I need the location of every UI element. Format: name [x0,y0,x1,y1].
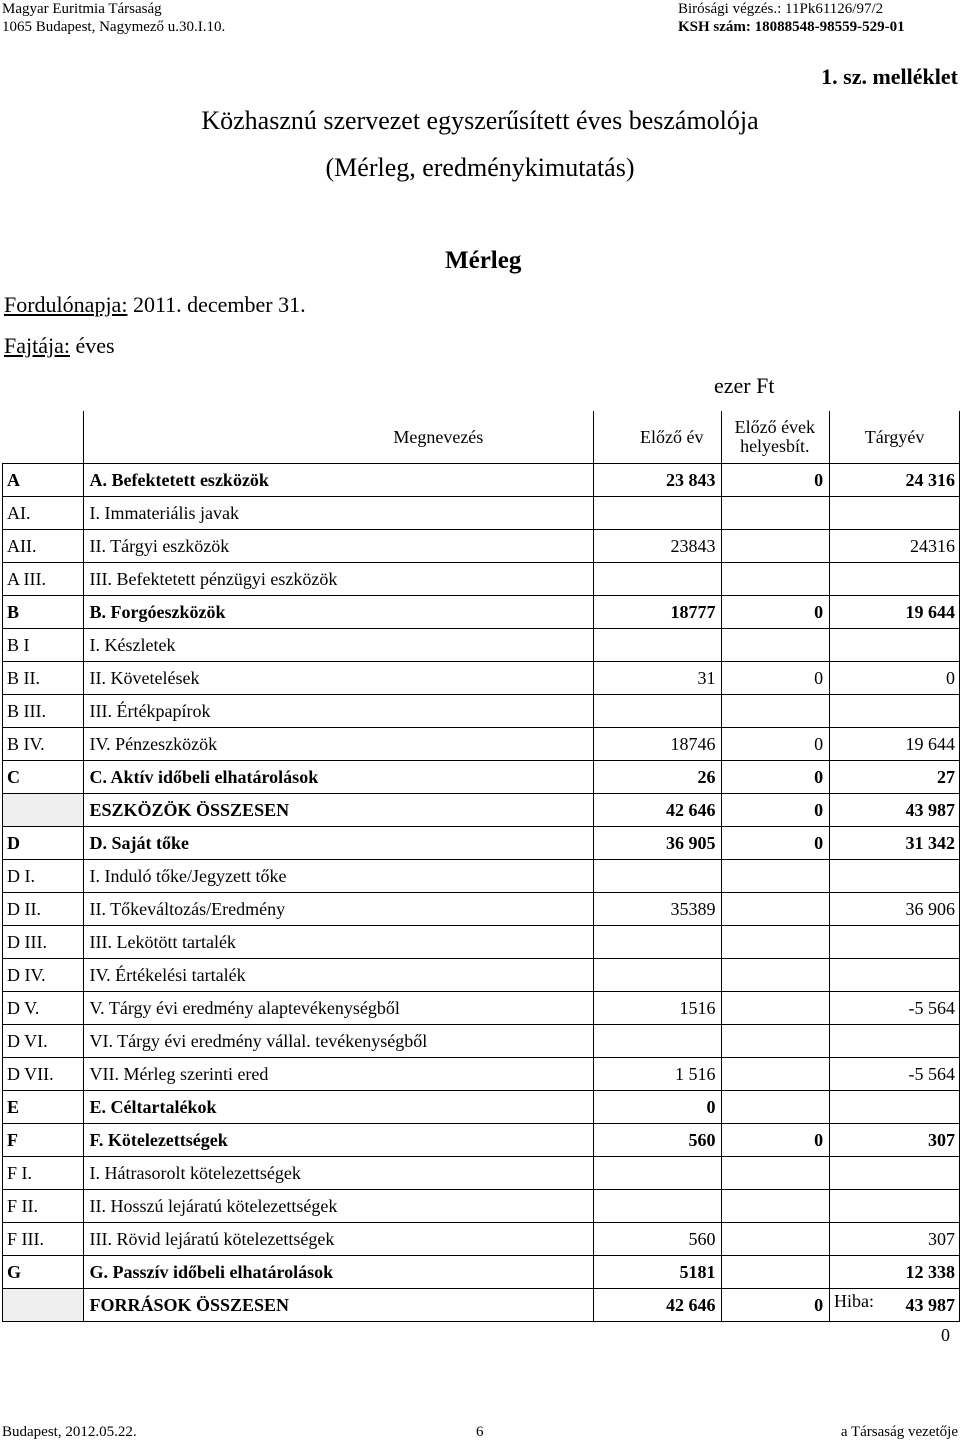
header-prev-year: Előző év [594,411,722,464]
row-code: B III. [3,695,84,728]
row-current-year: 307 [830,1223,960,1256]
row-prev-corrections: 0 [722,464,830,497]
row-prev-year: 42 646 [594,1289,722,1322]
row-prev-corrections [722,926,830,959]
row-code: B I [3,629,84,662]
row-name: III. Befektetett pénzügyi eszközök [83,563,594,596]
header-code [3,411,84,464]
row-prev-corrections: 0 [722,827,830,860]
row-code: B II. [3,662,84,695]
report-type-value: éves [75,333,115,358]
row-name: II. Tőkeváltozás/Eredmény [83,893,594,926]
row-prev-corrections: 0 [722,596,830,629]
row-prev-corrections [722,695,830,728]
reporting-date-label: Fordulónapja: [4,292,128,317]
row-prev-corrections: 0 [722,761,830,794]
annex-label: 1. sz. melléklet [821,64,958,89]
table-row [3,497,960,530]
row-name: I. Készletek [83,629,594,662]
row-name: IV. Pénzeszközök [83,728,594,761]
row-prev-corrections [722,992,830,1025]
row-current-year [830,695,960,728]
row-prev-corrections [722,893,830,926]
row-name: D. Saját tőke [83,827,594,860]
table-row [3,695,960,728]
row-current-year [830,926,960,959]
row-prev-year [594,1157,722,1190]
row-current-year: 27 [830,761,960,794]
row-prev-corrections [722,1190,830,1223]
reporting-date [4,292,306,318]
row-prev-corrections [722,530,830,563]
row-prev-corrections [722,860,830,893]
footer-place-date: Budapest, 2012.05.22. [2,1424,137,1440]
table-row [3,893,960,926]
unit-label: ezer Ft [714,373,775,398]
row-current-year [830,1190,960,1223]
table-row [3,794,960,827]
report-type-label: Fajtája: [4,333,70,358]
ksh-number: KSH szám: 18088548-98559-529-01 [678,19,905,35]
report-type [4,333,115,359]
row-current-year: -5 564 [830,1058,960,1091]
row-current-year [830,1157,960,1190]
row-name: C. Aktív időbeli elhatárolások [83,761,594,794]
row-code: F II. [3,1190,84,1223]
org-address: 1065 Budapest, Nagymező u.30.I.10. [2,19,226,35]
row-prev-corrections [722,1058,830,1091]
row-name: FORRÁSOK ÖSSZESEN [83,1289,594,1322]
table-row [3,662,960,695]
row-prev-year: 36 905 [594,827,722,860]
row-prev-corrections: 0 [722,728,830,761]
table-row [3,596,960,629]
row-name: IV. Értékelési tartalék [83,959,594,992]
row-name: III. Lekötött tartalék [83,926,594,959]
row-code: A [3,464,84,497]
table-row [3,728,960,761]
header-prev-corr-line2: helyesbít. [740,436,810,456]
row-prev-year [594,629,722,662]
balance-table [2,411,960,1322]
row-code: D [3,827,84,860]
row-prev-corrections [722,1223,830,1256]
row-code: B [3,596,84,629]
row-prev-year: 23843 [594,530,722,563]
table-row [3,530,960,563]
row-name: III. Rövid lejáratú kötelezettségek [83,1223,594,1256]
header-prev-corrections [722,411,830,464]
table-header-row [3,411,960,464]
row-current-year: 19 644 [830,728,960,761]
row-prev-year: 1 516 [594,1058,722,1091]
row-prev-corrections [722,1025,830,1058]
row-name: III. Értékpapírok [83,695,594,728]
row-current-year: 24316 [830,530,960,563]
header-current-year: Tárgyév [830,411,960,464]
court-order: Birósági végzés.: 11Pk61126/97/2 [678,1,884,17]
footer-page-number: 6 [476,1424,484,1440]
row-prev-year [594,1190,722,1223]
header-name: Megnevezés [83,411,594,464]
row-current-year [830,497,960,530]
report-title: Közhasznú szervezet egyszerűsített éves beszámolója [201,106,759,135]
row-prev-year [594,860,722,893]
row-prev-corrections [722,1157,830,1190]
row-prev-year [594,1025,722,1058]
row-current-year [830,1025,960,1058]
row-name: I. Induló tőke/Jegyzett tőke [83,860,594,893]
row-current-year: 31 342 [830,827,960,860]
row-prev-year [594,695,722,728]
row-name: II. Tárgyi eszközök [83,530,594,563]
row-name: VI. Tárgy évi eredmény vállal. tevékenységből [83,1025,594,1058]
row-prev-year [594,959,722,992]
row-code [3,794,84,827]
row-prev-corrections [722,629,830,662]
section-title: Mérleg [445,247,522,274]
row-prev-corrections [722,497,830,530]
row-current-year [830,959,960,992]
table-row [3,1058,960,1091]
row-prev-year: 23 843 [594,464,722,497]
row-code: F III. [3,1223,84,1256]
row-code: F [3,1124,84,1157]
row-current-year: 24 316 [830,464,960,497]
row-name: I. Immateriális javak [83,497,594,530]
row-current-year: 43 987 [830,1289,960,1322]
row-code: G [3,1256,84,1289]
row-prev-corrections [722,1256,830,1289]
row-current-year: 19 644 [830,596,960,629]
row-name: VII. Mérleg szerinti ered [83,1058,594,1091]
row-code: D VII. [3,1058,84,1091]
row-name: II. Hosszú lejáratú kötelezettségek [83,1190,594,1223]
row-code: D II. [3,893,84,926]
row-code: D VI. [3,1025,84,1058]
row-current-year: 36 906 [830,893,960,926]
row-prev-year: 1516 [594,992,722,1025]
row-prev-year: 0 [594,1091,722,1124]
row-current-year: 43 987 [830,794,960,827]
row-prev-corrections: 0 [722,1124,830,1157]
org-name: Magyar Euritmia Társaság [2,1,162,17]
row-name: E. Céltartalékok [83,1091,594,1124]
row-name: I. Hátrasorolt kötelezettségek [83,1157,594,1190]
row-code: C [3,761,84,794]
table-row [3,1190,960,1223]
row-code [3,1289,84,1322]
reporting-date-value: 2011. december 31. [132,292,306,317]
row-code: AI. [3,497,84,530]
row-prev-corrections [722,959,830,992]
row-name: A. Befektetett eszközök [83,464,594,497]
row-code: B IV. [3,728,84,761]
row-current-year [830,629,960,662]
row-name: F. Kötelezettségek [83,1124,594,1157]
row-code: D III. [3,926,84,959]
error-label: Hiba: [834,1291,874,1311]
row-current-year [830,1091,960,1124]
row-name: G. Passzív időbeli elhatárolások [83,1256,594,1289]
row-code: F I. [3,1157,84,1190]
row-prev-year: 31 [594,662,722,695]
table-row [3,563,960,596]
table-row [3,959,960,992]
report-subtitle: (Mérleg, eredménykimutatás) [325,153,635,182]
row-prev-year: 26 [594,761,722,794]
table-row [3,860,960,893]
row-name: B. Forgóeszközök [83,596,594,629]
table-row [3,1124,960,1157]
table-row [3,992,960,1025]
row-prev-corrections: 0 [722,1289,830,1322]
row-current-year: 0 [830,662,960,695]
table-row [3,827,960,860]
row-code: E [3,1091,84,1124]
row-prev-year [594,563,722,596]
header-prev-corr-line1: Előző évek [734,417,816,437]
row-current-year [830,563,960,596]
row-prev-year [594,497,722,530]
row-prev-year: 560 [594,1124,722,1157]
row-name: V. Tárgy évi eredmény alaptevékenységből [83,992,594,1025]
row-prev-year: 5181 [594,1256,722,1289]
row-prev-year [594,926,722,959]
row-name: II. Követelések [83,662,594,695]
error-value: 0 [941,1325,950,1345]
row-code: A III. [3,563,84,596]
row-prev-year: 560 [594,1223,722,1256]
row-prev-year: 35389 [594,893,722,926]
row-code: D IV. [3,959,84,992]
row-prev-year: 18746 [594,728,722,761]
row-current-year: 12 338 [830,1256,960,1289]
table-row [3,1256,960,1289]
row-prev-corrections [722,563,830,596]
row-name: ESZKÖZÖK ÖSSZESEN [83,794,594,827]
row-code: AII. [3,530,84,563]
row-prev-corrections: 0 [722,662,830,695]
table-row [3,926,960,959]
row-current-year: 307 [830,1124,960,1157]
row-code: D I. [3,860,84,893]
row-prev-corrections: 0 [722,794,830,827]
row-code: D V. [3,992,84,1025]
row-current-year: -5 564 [830,992,960,1025]
table-row [3,1289,960,1322]
table-row [3,1223,960,1256]
row-prev-year: 18777 [594,596,722,629]
row-prev-corrections [722,1091,830,1124]
table-row [3,1091,960,1124]
table-row [3,1157,960,1190]
row-current-year [830,860,960,893]
table-row [3,464,960,497]
table-row [3,761,960,794]
table-row [3,629,960,662]
row-prev-year: 42 646 [594,794,722,827]
table-row [3,1025,960,1058]
footer-signatory: a Társaság vezetője [840,1424,958,1440]
